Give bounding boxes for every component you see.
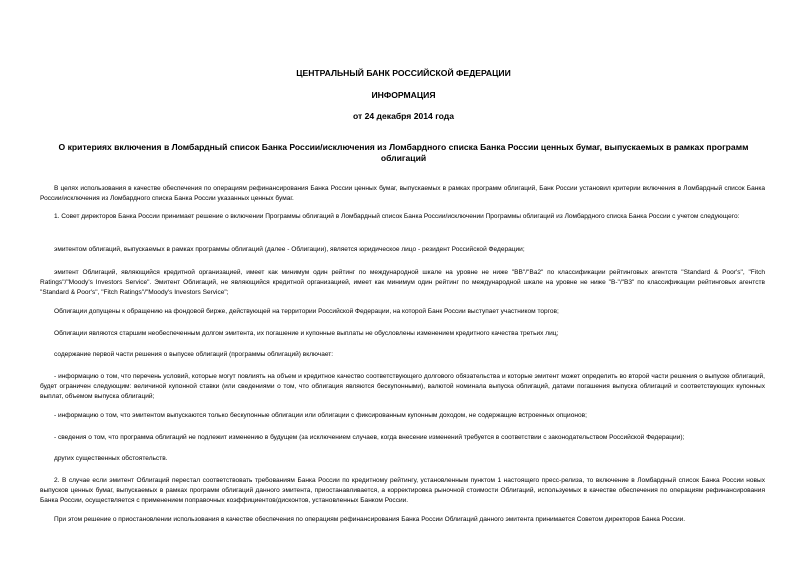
- paragraph-criterion-content: содержание первой части решения о выпуске облигаций (программы облигаций) включает:: [54, 351, 334, 358]
- paragraph-criterion-resident: эмитентом облигаций, выпускаемых в рамках программы облигаций (далее - Облигации), является юридическое лицо - резидент Российской Федерации;: [54, 246, 525, 253]
- doc-subject: О критериях включения в Ломбардный список Банка России/исключения из Ломбардного списка Банка России ценных бумаг, выпускаемых в рамках программ облигаций: [58, 142, 749, 163]
- paragraph-item-2: 2. В случае если эмитент Облигаций перестал соответствовать требованиям Банка России по кредитному рейтингу, установленным пунктом 1 настоящего пресс-релиза, то включение в Ломбардный список Банка России новых выпусков ценных бумаг, выпускаемых в рамках программ облигаций данного эмитента, приостанавливается, а корректировка рыночной стоимости Облигаций, используемых в качестве обеспечения по операциям рефинансирования Банка России, осуществляется с применением поправочных коэффициентов/дисконтов, установленных Банком России.: [40, 477, 765, 505]
- doc-date: от 24 декабря 2014 года: [352, 111, 455, 121]
- paragraph-final: При этом решение о приостановлении использования в качестве обеспечения по операциям рефинансирования Банка России Облигаций данного эмитента принимается Советом директоров Банка России.: [54, 516, 686, 523]
- paragraph-sub-no-change: - сведения о том, что программа облигаций не подлежит изменению в будущем (за исключением случаев, когда внесение изменений требуется в соответствии с законодательством Российской Федерации);: [54, 434, 685, 441]
- paragraph-other: других существенных обстоятельств.: [54, 455, 168, 462]
- doc-type-title: ИНФОРМАЦИЯ: [371, 90, 436, 100]
- paragraph-criterion-rating: эмитент Облигаций, являющийся кредитной организацией, имеет как минимум один рейтинг по международной шкале на уровне не ниже "BB"/"Ba2" по классификации рейтинговых агентств "Standard & Poor's", "Fitch Ratings"/"Moody's Investors Service". Эмитент Облигаций, не являющийся кредитной организацией, имеет как минимум один рейтинг по международной шкале на уровне не ниже "B-"/"B3" по классификации рейтинговых агентств "Standard & Poor's", "Fitch Ratings"/"Moody's Investors Service";: [40, 269, 765, 297]
- paragraph-intro: В целях использования в качестве обеспечения по операциям рефинансирования Банка России ценных бумаг, выпускаемых в рамках программ облигаций, Банк России установил критерии включения в Ломбардный список Банка России/исключения из Ломбардного списка Банка России указанных ценных бумаг.: [40, 185, 765, 203]
- paragraph-sub-zero-coupon: - информацию о том, что эмитентом выпускаются только бескупонные облигации или облигации с фиксированным купонным доходом, не содержащие встроенных опционов;: [54, 412, 587, 419]
- paragraph-item-1: 1. Совет директоров Банка России принимает решение о включении Программы облигаций в Ломбардный список Банка России/исключении Программы облигаций из Ломбардного списка Банка России с учетом следующего:: [54, 213, 740, 220]
- paragraph-sub-conditions: - информацию о том, что перечень условий, которые могут повлиять на объем и кредитное качество соответствующего долгового обязательства и которые эмитент может определить во второй части решения о выпуске облигаций, будет ограничен следующим: величиной купонной ставки (или сведениями о том, что облигация являются бескупонными), валютой номинала выпуска облигаций, датами погашения выпуска облигаций и соответствующих купонных выплат, объемом выпуска облигаций;: [40, 373, 765, 401]
- paragraph-criterion-senior-debt: Облигации являются старшим необеспеченным долгом эмитента, их погашение и купонные выплаты не обусловлены изменением кредитного качества третьих лиц;: [54, 330, 559, 337]
- paragraph-criterion-exchange: Облигации допущены к обращению на фондовой бирже, действующей на территории Российской Федерации, на которой Банк России выступает участником торгов;: [54, 308, 559, 315]
- org-title: ЦЕНТРАЛЬНЫЙ БАНК РОССИЙСКОЙ ФЕДЕРАЦИИ: [296, 68, 511, 78]
